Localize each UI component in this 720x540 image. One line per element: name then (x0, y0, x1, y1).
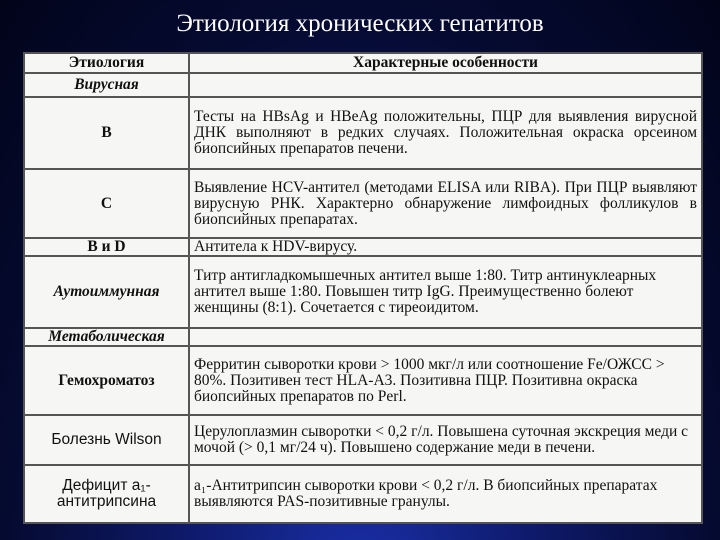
table-row (24, 415, 702, 465)
etiology-cell: Аутоиммунная (24, 256, 189, 328)
features-cell: a₁-Антитрипсин сыворотки крови < 0,2 г/л. В биопсийных препаратах выявляются PAS-позитивные гранулы. (189, 465, 702, 523)
table-row (24, 465, 702, 523)
etiology-table (23, 52, 703, 524)
table-row (24, 169, 702, 238)
table-row (24, 328, 702, 346)
features-cell: Тесты на HBsAg и HBeAg положительны, ПЦР для выявления вирусной ДНК выполняют в редких случаях. Положительная окраска орсеином биопсийных препаратов печени. (189, 97, 702, 169)
table-row (24, 256, 702, 328)
etiology-cell: B (24, 97, 189, 169)
header-features: Характерные особенности (189, 53, 702, 73)
features-cell: Церулоплазмин сыворотки < 0,2 г/л. Повышена суточная экскреция меди с мочой (> 0,1 мг/24 ч). Повышено содержание меди в печени. (189, 415, 702, 465)
features-cell (189, 328, 702, 346)
etiology-cell: B и D (24, 238, 189, 256)
etiology-cell: Метаболическая (24, 328, 189, 346)
table-header-row (24, 53, 702, 73)
slide-title: Этиология хронических гепатитов (176, 10, 544, 37)
features-cell (189, 73, 702, 97)
etiology-cell: Болезнь Wilson (24, 415, 189, 465)
header-etiology: Этиология (24, 53, 189, 73)
features-cell: Ферритин сыворотки крови > 1000 мкг/л или соотношение Fe/ОЖСС > 80%. Позитивен тест HLA-A3. Позитивна ПЦР. Позитивна окраска биопсийных препаратов по Perl. (189, 346, 702, 415)
table-row (24, 97, 702, 169)
features-cell: Выявление HCV-антител (методами ELISA или RIBA). При ПЦР выявляют вирусную РНК. Характерно обнаружение лимфоидных фолликулов в биопсийных препаратах. (189, 169, 702, 238)
etiology-cell: Гемохроматоз (24, 346, 189, 415)
etiology-cell: Дефицит a₁-антитрипсина (24, 465, 189, 523)
features-cell: Титр антигладкомышечных антител выше 1:80. Титр антинуклеарных антител выше 1:80. Повышен титр IgG. Преимущественно болеют женщины (8:1). Сочетается с тиреоидитом. (189, 256, 702, 328)
features-cell: Антитела к HDV-вирусу. (189, 238, 702, 256)
table-row (24, 238, 702, 256)
table-row (24, 73, 702, 97)
etiology-cell: Вирусная (24, 73, 189, 97)
etiology-cell: C (24, 169, 189, 238)
table-row (24, 346, 702, 415)
